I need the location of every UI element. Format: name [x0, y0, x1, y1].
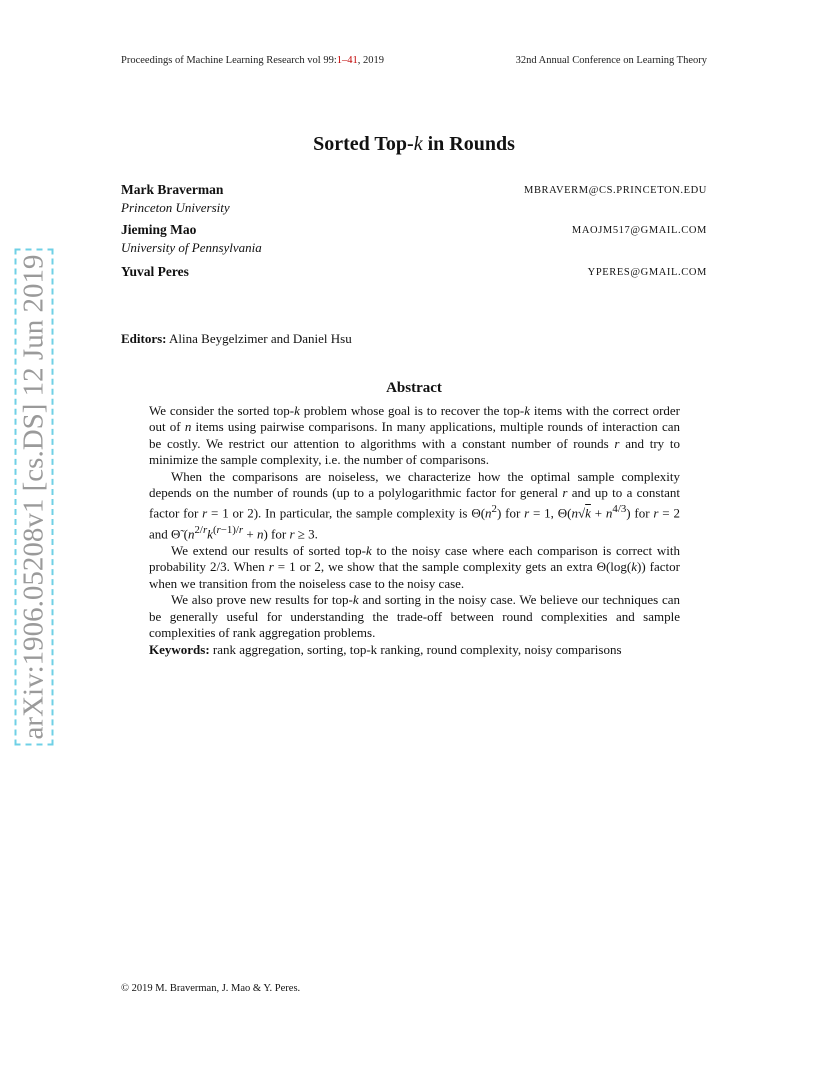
author-email[interactable]: YPERES@GMAIL.COM: [587, 267, 707, 278]
author-affiliation: University of Pennsylvania: [121, 240, 262, 255]
author-name: Mark Braverman: [121, 182, 224, 197]
page-range-link[interactable]: 1–41: [336, 55, 358, 66]
abstract-paragraph: When the comparisons are noiseless, we characterize how the optimal sample complexity depends on the number of rounds (up to a polylogarithmic factor for general r and up to a constant factor for r = 1 or 2). In particular, the sample complexity is $\Theta(n^2)$ for r = 1, $\Theta(n√k + n^{4/3})$ for r = 2 and Θ̃ $(n^{2/r}k^{(r-1)/r} + n)$ for r ≥ 3.: [149, 468, 680, 542]
abstract-paragraph: We also prove new results for top-k and sorting in the noisy case. We believe our techniques can be generally useful for understanding the trade-off between round complexities and sample complexities of rank aggregation problems.: [149, 592, 680, 640]
copyright-notice: © 2019 M. Braverman, J. Mao & Y. Peres.: [121, 983, 301, 994]
abstract-heading: Abstract: [386, 380, 442, 396]
keywords-line: Keywords: rank aggregation, sorting, top-k ranking, round complexity, noisy comparisons: [149, 642, 622, 658]
running-header-right: 32nd Annual Conference on Learning Theory: [515, 55, 707, 66]
abstract-paragraph: We extend our results of sorted top-k to the noisy case where each comparison is correct with probability 2/3. When r = 1 or 2, we show that the sample complexity gets an extra Θ(log(k)) factor when we transition from the noiseless case to the noisy case.: [149, 542, 680, 591]
abstract-paragraph: We consider the sorted top-k problem whose goal is to recover the top-k items with the correct order out of n items using pairwise comparisons. In many applications, multiple rounds of interaction can be costly. We restrict our attention to algorithms with a constant number of rounds r and try to minimize the sample complexity, i.e. the number of comparisons.: [149, 403, 680, 468]
author-email[interactable]: MBRAVERM@CS.PRINCETON.EDU: [524, 185, 707, 196]
running-header-left: Proceedings of Machine Learning Research vol 99:1–41, 2019: [121, 55, 385, 66]
abstract-body: [149, 403, 680, 659]
arxiv-stamp-text[interactable]: arXiv:1906.05208v1 [cs.DS] 12 Jun 2019: [15, 249, 54, 746]
author-affiliation: Princeton University: [121, 200, 230, 215]
author-name: Yuval Peres: [121, 264, 189, 279]
author-email[interactable]: MAOJM517@GMAIL.COM: [571, 225, 707, 236]
editors-line: Editors: Alina Beygelzimer and Daniel Hsu: [121, 331, 352, 346]
paper-title: Sorted Top-k in Rounds: [313, 133, 515, 155]
author-name: Jieming Mao: [121, 222, 197, 237]
arxiv-stamp: [14, 254, 54, 740]
